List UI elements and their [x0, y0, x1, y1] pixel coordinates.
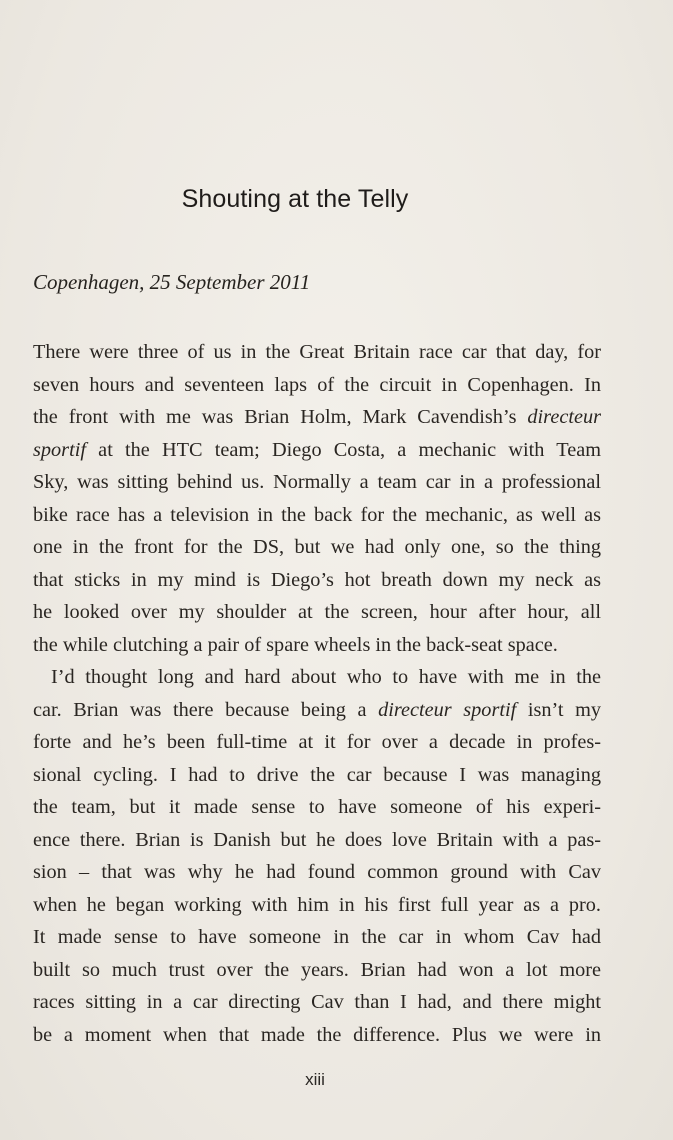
paragraph-2 — [33, 661, 601, 1051]
dateline: Copenhagen, 25 September 2011 — [33, 270, 311, 294]
text-line: There were three of us in the Great Britain race car that day, for — [33, 341, 601, 363]
italic-term: directeur — [527, 406, 601, 428]
text-line: the team, but it made sense to have someone of his experi- — [33, 796, 601, 818]
text-line: when he began working with him in his first full year as a pro. — [33, 893, 601, 916]
text-line: the while clutching a pair of spare wheels in the back-seat space. — [33, 633, 558, 656]
text-line: the front with me was Brian Holm, Mark Cavendish’s directeur — [33, 406, 601, 428]
paragraph-1 — [33, 336, 601, 661]
text-line: It made sense to have someone in the car in whom Cav had — [33, 926, 601, 948]
chapter-title: Shouting at the Telly — [181, 184, 409, 213]
text-line: sportif at the HTC team; Diego Costa, a mechanic with Team — [33, 438, 601, 461]
text-line: ence there. Brian is Danish but he does love Britain with a pas- — [33, 828, 601, 851]
text-line: that sticks in my mind is Diego’s hot breath down my neck as — [33, 568, 601, 591]
italic-term: directeur sportif — [378, 698, 517, 721]
text-line: sion – that was why he had found common ground with Cav — [33, 861, 601, 883]
text-line: seven hours and seventeen laps of the circuit in Copenhagen. In — [33, 373, 601, 396]
text-line: bike race has a television in the back for the mechanic, as well as — [33, 503, 601, 526]
page-number: xiii — [305, 1070, 325, 1089]
italic-term: sportif — [33, 438, 86, 461]
body-text — [33, 336, 601, 1051]
text-line: he looked over my shoulder at the screen, hour after hour, all — [33, 601, 601, 623]
text-line: forte and he’s been full-time at it for over a decade in profes- — [33, 731, 601, 753]
text-line: sional cycling. I had to drive the car because I was managing — [33, 763, 601, 786]
text-line: built so much trust over the years. Brian had won a lot more — [33, 958, 601, 981]
text-line: Sky, was sitting behind us. Normally a team car in a professional — [33, 471, 601, 493]
text-line: I’d thought long and hard about who to have with me in the — [51, 666, 601, 688]
text-line: races sitting in a car directing Cav than I had, and there might — [33, 991, 601, 1013]
text-line: one in the front for the DS, but we had only one, so the thing — [33, 536, 601, 558]
text-line: be a moment when that made the difference. Plus we were in — [33, 1023, 601, 1046]
text-line: car. Brian was there because being a directeur sportif isn’t my — [33, 698, 601, 721]
